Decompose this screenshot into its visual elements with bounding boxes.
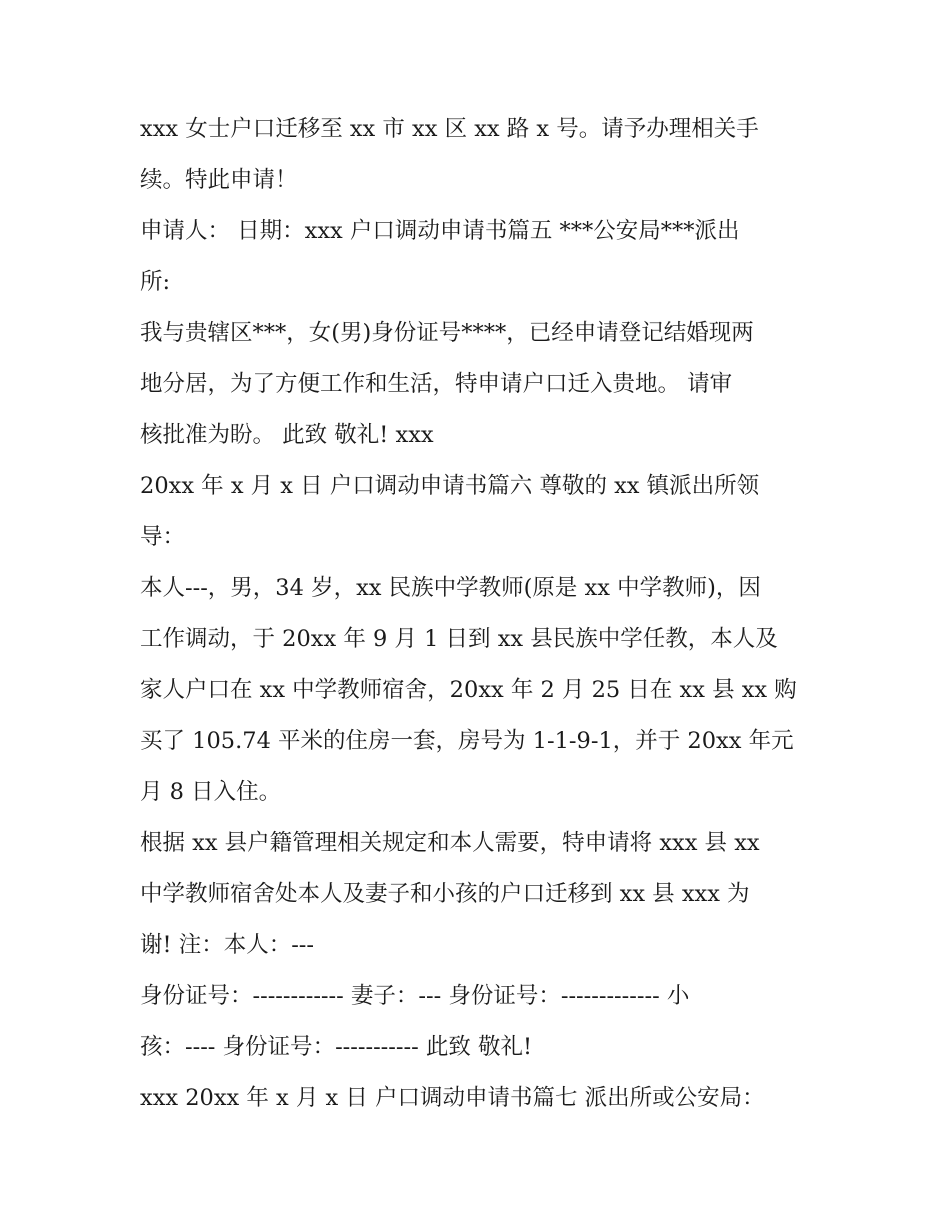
text-line: xxx 20xx 年 x 月 x 日 户口调动申请书篇七 派出所或公安局：	[140, 1085, 765, 1111]
text-line: 根据 xx 县户籍管理相关规定和本人需要，特申请将 xxx 县 xx	[140, 830, 760, 856]
text-line: 地分居，为了方便工作和生活，特申请户口迁入贵地。 请审	[140, 371, 733, 397]
text-line: 20xx 年 x 月 x 日 户口调动申请书篇六 尊敬的 xx 镇派出所领	[140, 473, 760, 499]
text-line: 孩：---- 身份证号：----------- 此致 敬礼!	[140, 1034, 533, 1060]
text-line: 买了 105.74 平米的住房一套，房号为 1-1-9-1，并于 20xx 年元	[140, 728, 794, 754]
text-line: 本人---，男，34 岁，xx 民族中学教师(原是 xx 中学教师)，因	[140, 575, 761, 601]
document-body	[140, 104, 820, 1124]
text-line: 申请人： 日期：xxx 户口调动申请书篇五 ***公安局***派出	[140, 218, 740, 244]
text-line: 家人户口在 xx 中学教师宿舍，20xx 年 2 月 25 日在 xx 县 xx 购	[140, 677, 797, 703]
text-line: 身份证号：------------ 妻子：--- 身份证号：------------- 小	[140, 983, 690, 1009]
text-line: 月 8 日入住。	[140, 779, 282, 805]
text-line: 我与贵辖区***，女(男)身份证号****，已经申请登记结婚现两	[140, 320, 754, 346]
text-line: 工作调动，于 20xx 年 9 月 1 日到 xx 县民族中学任教，本人及	[140, 626, 778, 652]
text-line: 谢! 注：本人：---	[140, 932, 315, 958]
text-line: 续。特此申请！	[140, 167, 298, 193]
text-line: xxx 女士户口迁移至 xx 市 xx 区 xx 路 x 号。请予办理相关手	[140, 116, 759, 142]
text-line: 导：	[140, 524, 186, 550]
text-line: 中学教师宿舍处本人及妻子和小孩的户口迁移到 xx 县 xxx 为	[140, 881, 750, 907]
text-line: 核批准为盼。 此致 敬礼! xxx	[140, 422, 434, 448]
text-line: 所:	[140, 269, 171, 295]
